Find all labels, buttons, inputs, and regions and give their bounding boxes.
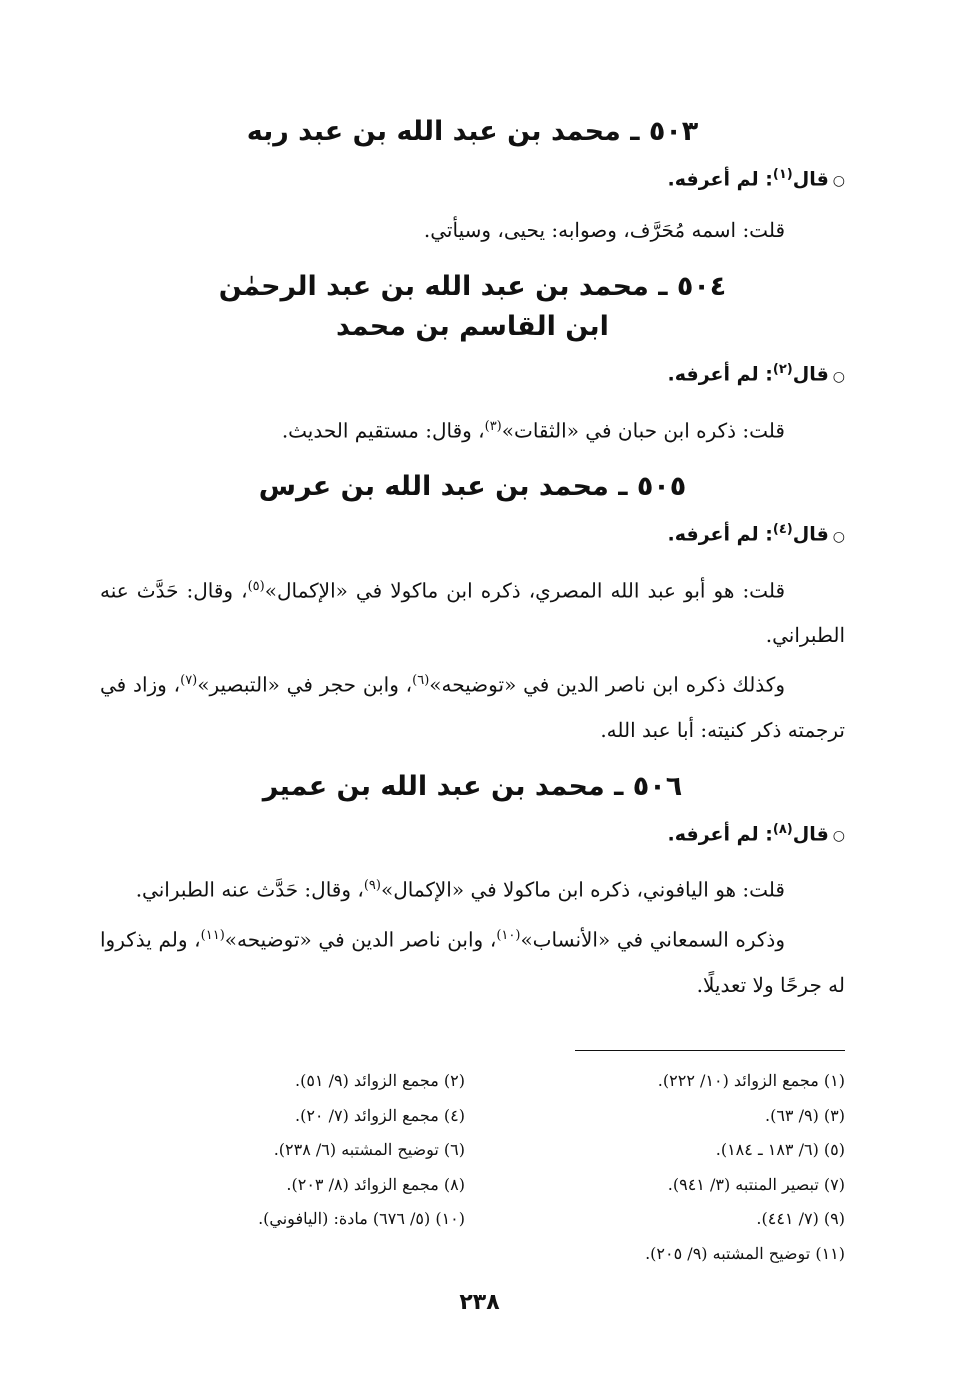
- qal-line: ○قال$^{(٤)}$: لم أعرفه.: [667, 522, 845, 546]
- qal-line: ○قال$^{(٢)}$: لم أعرفه.: [667, 362, 845, 386]
- entry-heading: ٥٠٣ ـ محمد بن عبد الله بن عبد ربه: [246, 116, 699, 147]
- entry-heading: ٥٠٦ ـ محمد بن عبد الله بن عمير: [262, 770, 683, 802]
- entry-505: [100, 467, 845, 753]
- entry-paragraph: قلت: ذكره ابن حبان في «الثقات»$^{(٣)}$، وقال: مستقيم الحديث.: [281, 418, 785, 443]
- footnote-ref[interactable]: (٤): [772, 522, 793, 538]
- qal-line: ○قال$^{(٨)}$: لم أعرفه.: [667, 821, 845, 846]
- circle-bullet-icon: ○: [832, 528, 845, 545]
- footnote-item: (٤) مجمع الزوائد (٧/ ٢٠).: [294, 1105, 465, 1125]
- entry-paragraph: قلت: اسمه مُحَرَّف، وصوابه: يحيى، وسيأتي.: [423, 218, 785, 243]
- footnote-ref[interactable]: (١): [772, 167, 793, 182]
- footnote-ref[interactable]: (٥): [247, 578, 265, 594]
- entry-504: [100, 267, 845, 453]
- entry-heading: ٥٠٥ ـ محمد بن عبد الله بن عرس: [258, 471, 687, 503]
- footnote-item: (٦) توضيح المشتبه (٦/ ٢٣٨).: [273, 1140, 465, 1159]
- footnote-item: (٥) (٦/ ١٨٣ ـ ١٨٤).: [715, 1140, 845, 1159]
- footnote-ref[interactable]: (٩): [363, 878, 381, 894]
- circle-bullet-icon: ○: [832, 173, 845, 190]
- entry-paragraph: قلت: هو أبو عبد الله المصري، ذكره ابن ماكولا في «الإكمال»$^{(٥)}$، وقال: حَدَّث عنه الطبراني.: [100, 578, 845, 648]
- footnote-ref[interactable]: (٣): [484, 418, 502, 434]
- footnote-item: (١٠) (٥/ ٦٧٦) مادة: (اليافوني).: [258, 1209, 465, 1228]
- footnote-item: (٩) (٧/ ٤٤١).: [756, 1209, 845, 1228]
- footnote-ref[interactable]: (٧): [180, 673, 198, 689]
- footnote-item: (٧) تبصير المنتبه (٣/ ٩٤١).: [667, 1174, 845, 1194]
- footnote-ref[interactable]: (١٠): [496, 927, 521, 943]
- circle-bullet-icon: ○: [832, 368, 845, 385]
- entry-paragraph: قلت: هو اليافوني، ذكره ابن ماكولا في «الإكمال»$^{(٩)}$، وقال: حَدَّث عنه الطبراني.: [135, 877, 785, 902]
- footnote-ref[interactable]: (٦): [412, 673, 430, 689]
- page-number: ٢٣٨: [459, 1290, 500, 1315]
- entry-503: [100, 112, 845, 253]
- footnote-ref[interactable]: (١١): [200, 927, 225, 943]
- footnote-ref[interactable]: (٢): [772, 362, 793, 378]
- footnote-item: (٢) مجمع الزوائد (٩/ ٥١).: [294, 1071, 465, 1090]
- circle-bullet-icon: ○: [832, 828, 845, 845]
- footnote-item: (١) مجمع الزوائد (١٠/ ٢٢٢).: [657, 1071, 845, 1090]
- qal-line: ○قال$^{(١)}$: لم أعرفه.: [667, 167, 845, 191]
- footnote-item: [125, 1237, 465, 1272]
- entry-heading-line2: ابن القاسم بن محمد: [336, 311, 609, 343]
- footnote-ref[interactable]: (٨): [772, 821, 793, 837]
- footnote-item: (٨) مجمع الزوائد (٨/ ٢٠٣).: [286, 1174, 465, 1194]
- page-body: [100, 112, 845, 1008]
- entry-heading: ٥٠٤ ـ محمد بن عبد الله بن عبد الرحمٰن: [218, 271, 727, 303]
- footnote-item: (٣) (٩/ ٦٣).: [764, 1105, 845, 1125]
- footnote-divider: [575, 1050, 845, 1051]
- entry-paragraph: وذكره السمعاني في «الأنساب»$^{(١٠)}$، وابن ناصر الدين في «توضيحه»$^{(١١)}$، ولم يذكروا له جرحًا ولا تعديلًا.: [100, 927, 845, 997]
- footnotes: [125, 1064, 845, 1271]
- footnote-item: (١١) توضيح المشتبه (٩/ ٢٠٥).: [645, 1243, 845, 1263]
- entry-paragraph: وكذلك ذكره ابن ناصر الدين في «توضيحه»$^{(٦)}$، وابن حجر في «التبصير»$^{(٧)}$، وزاد في ترجمته ذكر كنيته: أبا عبد الله.: [100, 672, 845, 742]
- entry-506: [100, 767, 845, 1008]
